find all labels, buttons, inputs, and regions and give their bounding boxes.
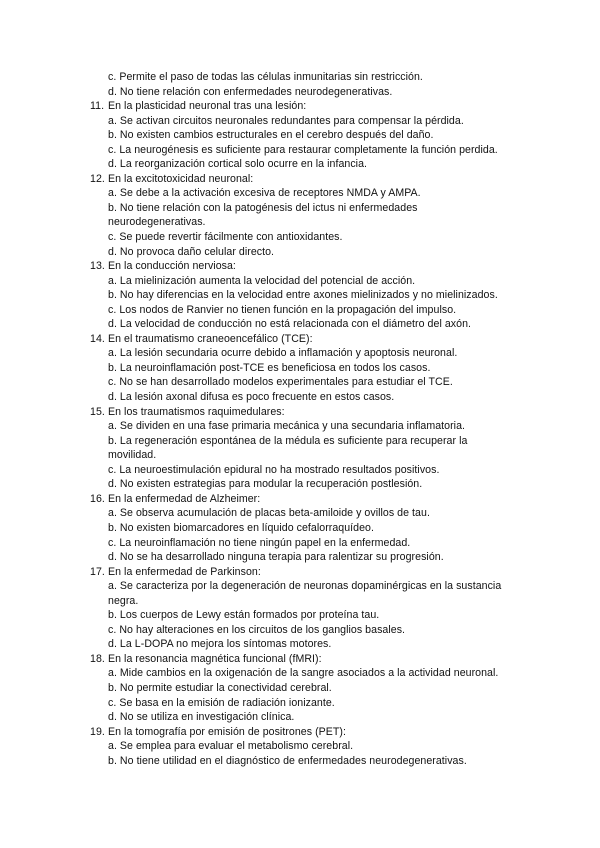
answer-option: b. Los cuerpos de Lewy están formados por proteína tau. — [108, 609, 380, 622]
answer-option: b. No tiene utilidad en el diagnóstico de enfermedades neurodegenerativas. — [108, 754, 467, 767]
question-stem — [0, 565, 600, 580]
answer-option: a. La lesión secundaria ocurre debido a inflamación y apoptosis neuronal. — [108, 347, 458, 360]
answer-option: b. No tiene relación con la patogénesis del ictus ni enfermedades — [108, 201, 418, 214]
answer-option: c. Permite el paso de todas las células inmunitarias sin restricción. — [108, 71, 423, 83]
question-text: En el traumatismo craneoencefálico (TCE): — [108, 332, 313, 345]
question-stem — [0, 405, 600, 420]
question-number: 11. — [90, 100, 105, 113]
answer-option: d. La reorganización cortical solo ocurre en la infancia. — [108, 158, 368, 171]
answer-option: b. La neuroinflamación post-TCE es beneficiosa en todos los casos. — [108, 361, 431, 374]
question-stem — [0, 492, 600, 507]
question-stem — [0, 332, 600, 347]
question-text: En los traumatismos raquimedulares: — [108, 405, 285, 418]
question-stem — [0, 99, 600, 114]
question-stem — [0, 259, 600, 274]
question-text: En la plasticidad neuronal tras una lesión: — [108, 100, 307, 113]
answer-option: c. La neuroinflamación no tiene ningún papel en la enfermedad. — [108, 536, 411, 549]
answer-option: d. La L-DOPA no mejora los síntomas motores. — [108, 638, 332, 651]
answer-option: c. No se han desarrollado modelos experimentales para estudiar el TCE. — [108, 376, 453, 389]
answer-option: a. Se caracteriza por la degeneración de neuronas dopaminérgicas en la sustancia — [108, 580, 502, 593]
answer-option-continuation: neurodegenerativas. — [108, 216, 206, 229]
answer-option: a. Se observa acumulación de placas beta-amiloide y ovillos de tau. — [108, 507, 430, 520]
question-text: En la excitotoxicidad neuronal: — [108, 172, 254, 185]
question-number: 18. — [90, 652, 105, 665]
answer-option: c. La neurogénesis es suficiente para restaurar completamente la función perdida. — [108, 143, 498, 156]
answer-option: b. No hay diferencias en la velocidad entre axones mielinizados y no mielinizados. — [108, 289, 498, 302]
question-text: En la enfermedad de Parkinson: — [108, 565, 261, 578]
question-stem — [0, 172, 600, 187]
answer-option: d. No se utiliza en investigación clínica. — [108, 711, 295, 724]
question-stem — [0, 652, 600, 667]
answer-option-continuation: movilidad. — [108, 449, 157, 462]
question-text: En la enfermedad de Alzheimer: — [108, 492, 261, 505]
answer-option: b. No existen cambios estructurales en el cerebro después del daño. — [108, 129, 434, 142]
question-stem — [0, 725, 600, 740]
answer-option: d. No tiene relación con enfermedades neurodegenerativas. — [108, 85, 393, 98]
answer-option: a. La mielinización aumenta la velocidad del potencial de acción. — [108, 274, 416, 287]
answer-option: c. Se basa en la emisión de radiación ionizante. — [108, 696, 335, 709]
answer-option: d. No existen estrategias para modular la recuperación postlesión. — [108, 478, 423, 491]
question-number: 17. — [90, 565, 105, 578]
answer-option: d. No provoca daño celular directo. — [108, 245, 275, 258]
answer-option: c. No hay alteraciones en los circuitos de los ganglios basales. — [108, 623, 406, 636]
question-number: 16. — [90, 492, 105, 505]
answer-option: b. No existen biomarcadores en líquido cefalorraquídeo. — [108, 521, 374, 534]
answer-option-continuation: negra. — [108, 594, 139, 607]
answer-option: a. Se debe a la activación excesiva de receptores NMDA y AMPA. — [108, 187, 421, 200]
question-number: 19. — [90, 725, 105, 738]
document-page — [0, 70, 600, 768]
question-number: 14. — [90, 332, 105, 345]
question-text: En la conducción nerviosa: — [108, 260, 236, 273]
answer-option: b. La regeneración espontánea de la médula es suficiente para recuperar la — [108, 434, 468, 447]
answer-option: d. La lesión axonal difusa es poco frecuente en estos casos. — [108, 391, 395, 404]
answer-option: d. La velocidad de conducción no está relacionada con el diámetro del axón. — [108, 318, 472, 331]
question-number: 13. — [90, 260, 105, 273]
answer-option: a. Se activan circuitos neuronales redundantes para compensar la pérdida. — [108, 114, 464, 127]
answer-option: a. Se emplea para evaluar el metabolismo cerebral. — [108, 740, 354, 753]
question-text: En la tomografía por emisión de positrones (PET): — [108, 725, 346, 738]
answer-option: d. No se ha desarrollado ninguna terapia para ralentizar su progresión. — [108, 551, 444, 564]
answer-option: b. No permite estudiar la conectividad cerebral. — [108, 681, 332, 694]
answer-option: c. Los nodos de Ranvier no tienen función en la propagación del impulso. — [108, 303, 457, 316]
question-text: En la resonancia magnética funcional (fMRI): — [108, 652, 322, 665]
answer-option: c. Se puede revertir fácilmente con antioxidantes. — [108, 231, 343, 244]
answer-option: a. Se dividen en una fase primaria mecánica y una secundaria inflamatoria. — [108, 420, 466, 433]
question-number: 12. — [90, 172, 105, 185]
answer-option: c. La neuroestimulación epidural no ha mostrado resultados positivos. — [108, 463, 440, 476]
question-number: 15. — [90, 405, 105, 418]
answer-option: a. Mide cambios en la oxigenación de la sangre asociados a la actividad neuronal. — [108, 667, 499, 680]
